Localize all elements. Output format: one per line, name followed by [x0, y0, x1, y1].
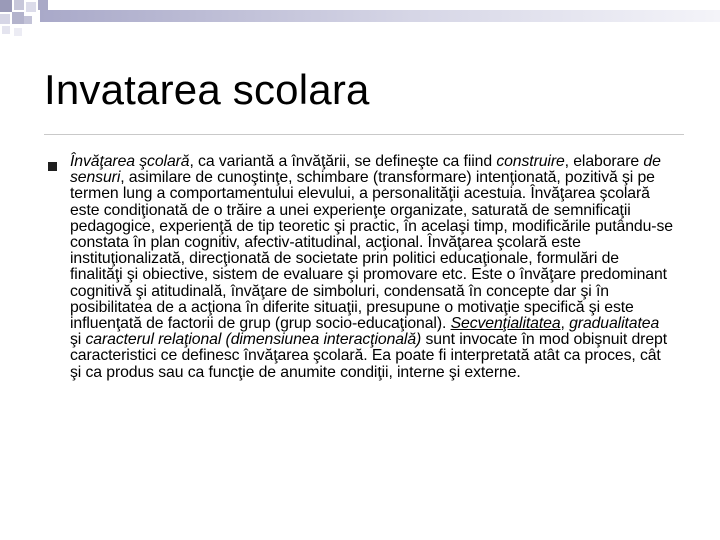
paragraph-segment: construire	[496, 153, 565, 170]
paragraph-segment: , elaborare	[564, 153, 644, 170]
top-gradient-band	[40, 10, 720, 22]
body-paragraph	[70, 154, 674, 381]
decor-square	[38, 0, 48, 10]
slide-title: Invatarea scolara	[44, 66, 370, 113]
decor-square	[24, 16, 32, 24]
decor-square	[12, 12, 24, 24]
decor-square	[0, 0, 12, 12]
decor-square	[0, 14, 10, 24]
paragraph-segment: şi	[70, 331, 86, 349]
decor-square	[2, 26, 10, 34]
paragraph-segment: Învăţarea şcolară	[70, 153, 190, 170]
decor-square	[14, 28, 22, 36]
decor-square	[14, 0, 24, 10]
corner-decoration	[0, 0, 720, 40]
paragraph-segment: , asimilare de cunoştinţe, schimbare (transformare) intenţionată, pozitivă şi pe termen lung a comportamentului elevului, a personalităţii acestuia. Învăţarea şcolară este condiţionată de o trăire a unei experienţe organizate, saturată de semnificaţii pedagogice, experienţă de tip teoretic şi practic, în acelaşi timp, modificările putându-se constata în plan cognitiv, afectiv-atitudinal, acţional. Învăţarea şcolară este instituţionalizată, direcţionată de societate prin politici educaţionale, formulări de finalităţi şi obiective, sistem de evaluare şi promovare etc. Este o învăţare predominant cognitivă şi atitudinală, învăţare de simboluri, condensată în concepte dar şi în posibilitatea de a acţiona în diferite situaţii, presupune o motivaţie specifică şi este influenţată de factorii de grup (grup socio-educaţional).	[70, 169, 673, 333]
paragraph-segment: sunt invocate în mod obişnuit drept caracteristici ce definesc învăţarea şcolară. Ea poate fi interpretată atât ca proces, cât şi ca produs sau ca funcţie de anumite condiţii, interne şi externe.	[70, 331, 667, 381]
decor-square	[26, 2, 36, 12]
paragraph-segment: gradualitatea	[569, 315, 660, 333]
paragraph-segment: , ca variantă a învăţării, se defineşte ca fiind	[189, 153, 497, 170]
title-divider	[44, 134, 684, 135]
paragraph-segment: ,	[560, 315, 570, 333]
paragraph-segment: de sensuri	[70, 153, 661, 187]
paragraph-segment: Secvenţialitatea	[450, 315, 561, 333]
paragraph-segment: caracterul relaţional (dimensiunea interacţională)	[85, 331, 422, 349]
square-bullet-icon	[48, 162, 57, 171]
